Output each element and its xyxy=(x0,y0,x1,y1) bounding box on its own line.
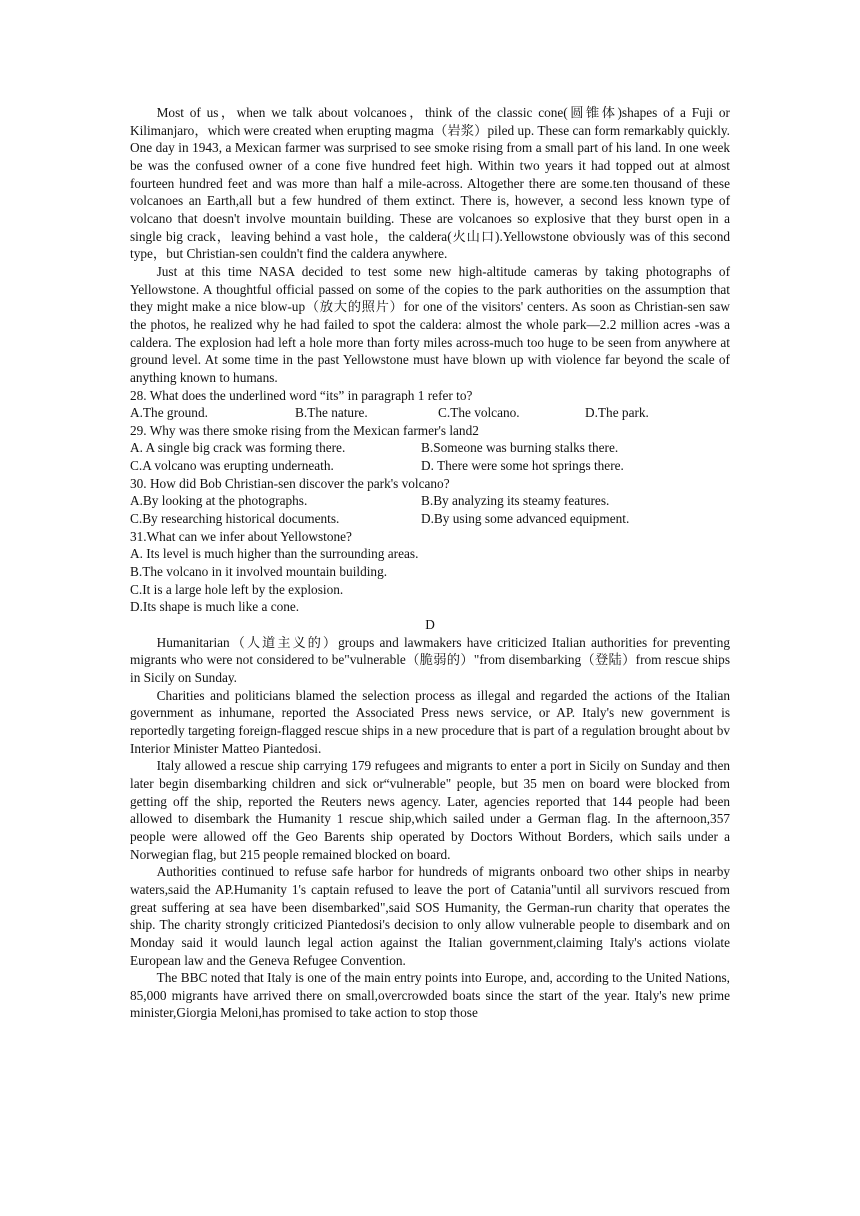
question-31-stem: 31.What can we infer about Yellowstone? xyxy=(130,528,352,544)
question-30-option-d: D.By using some advanced equipment. xyxy=(421,511,630,527)
question-31-option-b: B.The volcano in it involved mountain building. xyxy=(130,564,388,580)
passage-d-paragraph-4: Authorities continued to refuse safe harbor for hundreds of migrants onboard two other ships in nearby waters,said the AP.Humanity 1's captain refused to leave the port of Catania"until all survivors rescued from great suffering at sea have been disembarked",said SOS Humanity, the German-run charity that operates the ship. The charity strongly criticized Piantedosi's decision to only allow vulnerable people to disembark and on Monday said it would launch legal action against the Italian government,claiming Italy's actions violate European law and the Geneva Refugee Convention. xyxy=(130,864,730,968)
passage-d-paragraph-3: Italy allowed a rescue ship carrying 179 refugees and migrants to enter a port in Sicily on Sunday and then later begin disembarking children and sick or“vulnerable" people, but 35 men on board were blocked from getting off the ship, reported the Reuters news agency. Later, agencies reported that 144 people had been allowed to disembark the Humanity 1 rescue ship,which sailed under a German flag. In the afternoon,357 people were allowed off the Geo Barents ship operated by Doctors Without Borders, which sails under a Norwegian flag, but 215 people remained blocked on board. xyxy=(130,758,730,862)
question-30-option-b: B.By analyzing its steamy features. xyxy=(421,493,610,509)
passage-c-paragraph-2: Just at this time NASA decided to test some new high-altitude cameras by taking photographs of Yellowstone. A thoughtful official passed on some of the copies to the park authorities on the assumption that they might make a nice blow-up（放大的照片）for one of the visitors' centers. As soon as Christian-sen saw the photos, he realized why he had failed to spot the caldera: almost the whole park—2.2 million acres -was a caldera. The explosion had left a hole more than forty miles across-much too huge to be seen from anywhere at ground level. At some time in the past Yellowstone must have blown up with violence far beyond the scale of anything known to humans. xyxy=(130,263,730,385)
question-31-option-a: A. Its level is much higher than the surrounding areas. xyxy=(130,546,419,562)
passage-d-paragraph-5: The BBC noted that Italy is one of the main entry points into Europe, and, according to the United Nations, 85,000 migrants have arrived there on small,overcrowded boats since the start of the year. Italy's new prime minister,Giorgia Meloni,has promised to take action to stop those xyxy=(130,970,730,1021)
question-29-options-row-2 xyxy=(130,457,730,475)
question-29-option-b: B.Someone was burning stalks there. xyxy=(421,440,619,456)
passage-c-paragraph-1: Most of us，when we talk about volcanoes，think of the classic cone(圆锥体)shapes of a Fuji or Kilimanjaro，which were created when erupting magma（岩浆）piled up. These can form remarkably quickly. One day in 1943, a Mexican farmer was surprised to see smoke rising from a small part of his land. In one week be was the confused owner of a cone five hundred feet high. Within two years it had topped out at almost fourteen hundred feet and was more than half a mile-across. Altogether there are some.ten thousand of these volcanoes an Earth,all but a few hundred of them extinct. There is, however, a second less known type of volcano that doesn't involve mountain building. These are volcanoes so explosive that they burst open in a single big crack，leaving behind a vast hole，the caldera(火山口).Yellowstone obviously was of this second type，but Christian-sen couldn't find the caldera anywhere. xyxy=(130,105,730,262)
question-29-option-d: D. There were some hot springs there. xyxy=(421,458,624,474)
question-29-options-row-1 xyxy=(130,439,730,457)
question-30-options-row-2 xyxy=(130,510,730,528)
question-29-option-c: C.A volcano was erupting underneath. xyxy=(130,458,334,474)
question-30-options-row-1 xyxy=(130,492,730,510)
question-30-option-c: C.By researching historical documents. xyxy=(130,511,340,527)
question-28-stem: 28. What does the underlined word “its” in paragraph 1 refer to? xyxy=(130,387,473,403)
question-28-option-a: A.The ground. xyxy=(130,405,208,421)
passage-d-paragraph-2: Charities and politicians blamed the selection process as illegal and regarded the actions of the Italian government as inhumane, reported the Associated Press news service, or AP. Italy's new government is reportedly targeting foreign-flagged rescue ships in a new procedure that is part of a regulation brought about bv Interior Minister Matteo Piantedosi. xyxy=(130,687,730,756)
passage-d-paragraph-1: Humanitarian（人道主义的）groups and lawmakers have criticized Italian authorities for preventing migrants who were not considered to be"vulnerable（脆弱的）"from disembarking（登陆）from rescue ships in Sicily on Sunday. xyxy=(130,634,730,685)
question-28-options xyxy=(130,404,730,422)
question-30-option-a: A.By looking at the photographs. xyxy=(130,493,308,509)
question-31-option-d: D.Its shape is much like a cone. xyxy=(130,599,300,615)
passage-d-heading: D xyxy=(425,617,435,633)
question-28-option-c: C.The volcano. xyxy=(438,405,520,421)
question-29-option-a: A. A single big crack was forming there. xyxy=(130,440,346,456)
question-28-option-d: D.The park. xyxy=(585,405,649,421)
question-28-option-b: B.The nature. xyxy=(295,405,368,421)
question-30-stem: 30. How did Bob Christian-sen discover the park's volcano? xyxy=(130,475,450,491)
question-31-option-c: C.It is a large hole left by the explosion. xyxy=(130,581,344,597)
question-29-stem: 29. Why was there smoke rising from the Mexican farmer's land2 xyxy=(130,422,479,438)
